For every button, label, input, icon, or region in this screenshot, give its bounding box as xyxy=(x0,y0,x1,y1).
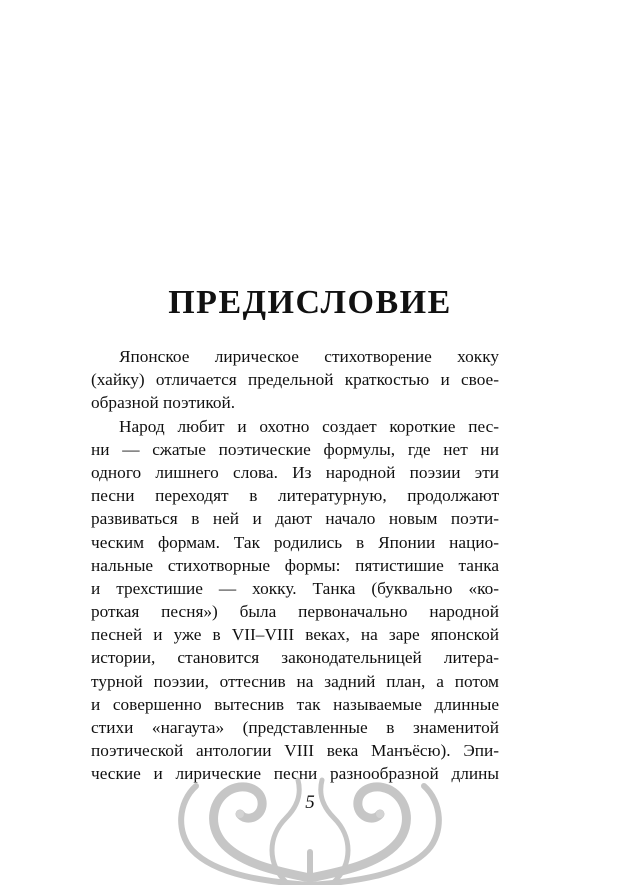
text-line: ни — сжатые поэтические формулы, где нет ни xyxy=(91,439,499,459)
page-number: 5 xyxy=(305,792,315,813)
text-line: стихи «нагаута» (представленные в знаменитой xyxy=(91,718,499,737)
text-line: истории, становится законодательницей литера- xyxy=(91,648,499,668)
text-line: ческие и лирические песни разнообразной длины xyxy=(91,764,499,784)
text-line: Японское лирическое стихотворение хокку xyxy=(119,347,499,366)
text-line: Народ любит и охотно создает короткие пес- xyxy=(119,416,499,436)
text-line: поэтической антологии VIII века Манъёсю). Эпи- xyxy=(91,741,499,761)
text-line: развиваться в ней и дают начало новым поэти- xyxy=(91,509,499,529)
body-text xyxy=(91,345,499,786)
page-title: ПРЕДИСЛОВИЕ xyxy=(168,284,452,321)
text-line: турной поэзии, оттеснив на задний план, а потом xyxy=(91,671,499,691)
text-line: ческим формам. Так родились в Японии нацио- xyxy=(91,532,499,552)
text-line: нальные стихотворные формы: пятистишие танка xyxy=(91,555,499,575)
swirl-ornament-icon xyxy=(170,760,450,885)
text-line: образной поэтикой. xyxy=(91,393,236,413)
text-line: песней и уже в VII–VIII веках, на заре японской xyxy=(91,625,499,645)
text-line: песни переходят в литературную, продолжают xyxy=(91,486,499,506)
text-line: и совершенно вытеснив так называемые длинные xyxy=(91,694,499,714)
text-line: одного лишнего слова. Из народной поэзии эти xyxy=(91,462,499,482)
text-line: и трехстишие — хокку. Танка (буквально «ко- xyxy=(91,578,499,598)
text-line: роткая песня») была первоначально народной xyxy=(91,602,499,622)
text-line: (хайку) отличается предельной краткостью и свое- xyxy=(91,370,499,390)
